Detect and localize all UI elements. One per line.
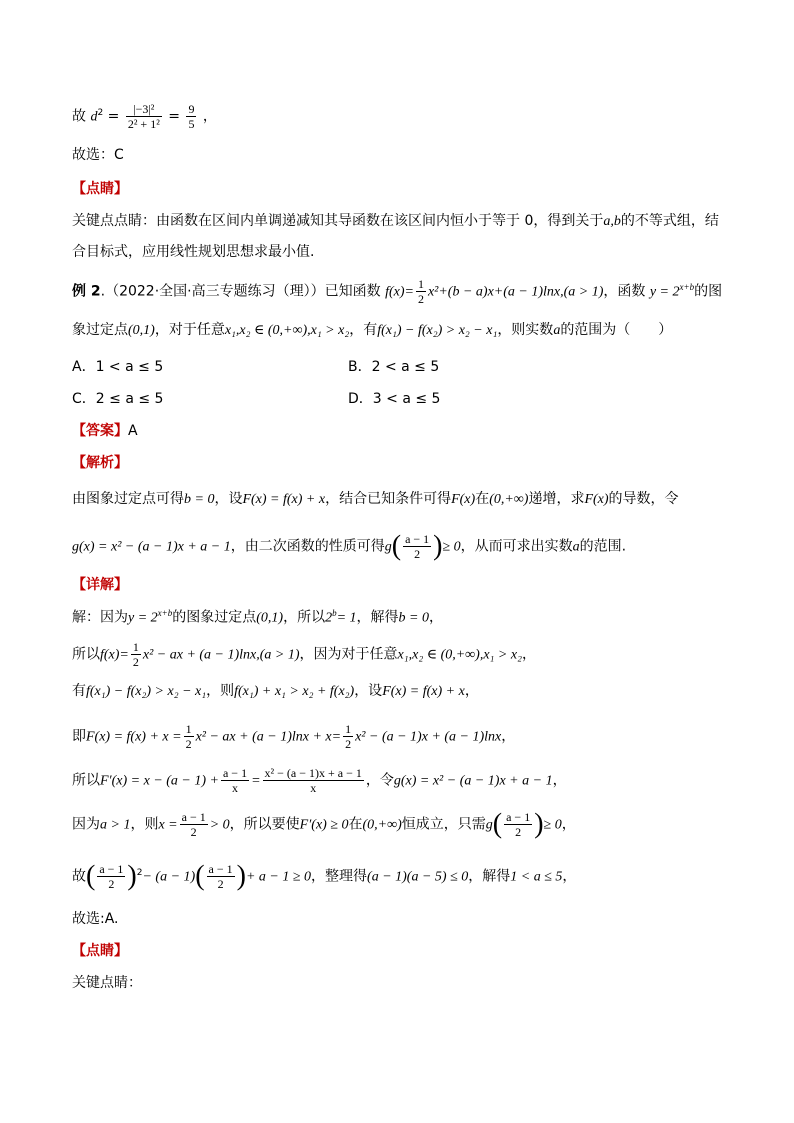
fraction <box>180 810 208 839</box>
tag-dianjing-2: 【点睛】 <box>72 943 128 959</box>
math: (0,+∞) <box>362 817 402 833</box>
math: a <box>553 323 561 338</box>
key-point-line-2: 合目标式，应用线性规划思想求最小值. <box>72 244 315 260</box>
text: 的图 <box>694 283 723 300</box>
text: 的导数，令 <box>608 491 679 507</box>
text: ，解得 <box>468 868 511 885</box>
text: ， <box>464 683 479 699</box>
math: ≥ 0 <box>442 539 461 555</box>
text: ，函数 <box>603 283 646 300</box>
paren: ) <box>236 860 246 892</box>
num: 1 <box>345 722 352 736</box>
num: a − 1 <box>208 862 233 876</box>
detail-line-2 <box>72 640 536 669</box>
key-point-line-1 <box>72 212 719 231</box>
den: 2 <box>190 825 197 839</box>
math: (0,1) <box>128 323 155 338</box>
paren: ( <box>391 530 402 562</box>
math: F(x) <box>451 492 476 507</box>
math: f(x₁) − f(x₂) > x₂ − x₁ <box>377 323 498 338</box>
fraction <box>97 862 125 891</box>
den: 5 <box>188 117 195 131</box>
math: ≥ 0 <box>543 817 562 833</box>
math: f(x₁) − f(x₂) > x₂ − x₁ <box>86 684 207 699</box>
text: 象过定点 <box>72 322 128 338</box>
den: 2 <box>132 655 139 669</box>
text: 的范围为（ ） <box>560 322 673 338</box>
num: 9 <box>188 102 195 116</box>
analysis-line-2 <box>72 532 626 561</box>
text: ， <box>561 816 576 833</box>
fraction <box>221 766 249 795</box>
detail-line-8: 故选:A. <box>72 911 119 927</box>
text: ，结合已知条件可得 <box>325 491 452 507</box>
example-2-line-2 <box>72 321 672 340</box>
math: f(x)= <box>385 284 414 300</box>
text: ， <box>521 646 536 663</box>
text: ， <box>552 772 567 789</box>
detail-line-3 <box>72 682 479 701</box>
text: ，设 <box>214 491 243 507</box>
option-d: D．3 < a ≤ 5 <box>348 391 441 407</box>
math: F(x) <box>584 492 609 507</box>
text: ，令 <box>365 772 394 789</box>
den: 2 <box>414 547 421 561</box>
text: ， <box>562 868 577 885</box>
math: g(x) = x² − (a − 1)x + a − 1 <box>72 539 231 555</box>
num: |−3|² <box>126 102 162 117</box>
math: g <box>485 817 493 833</box>
paren: ( <box>86 860 96 892</box>
num: 1 <box>132 640 139 654</box>
paren: ( <box>492 808 503 840</box>
text: ，由二次函数的性质可得 <box>230 538 385 555</box>
math: + a − 1 ≥ 0 <box>245 869 312 885</box>
den: 2² + 1² <box>127 117 160 131</box>
den: 2 <box>417 292 424 306</box>
detail-line-1 <box>72 604 443 628</box>
fraction <box>207 862 235 891</box>
math: y = 2 <box>649 284 680 300</box>
math: 2 <box>325 610 333 626</box>
math: a <box>572 539 580 555</box>
text: ，所以要使 <box>229 816 300 833</box>
text: ， <box>202 108 217 125</box>
fraction <box>403 532 431 561</box>
analysis-line-1 <box>72 490 679 509</box>
sup: x+b <box>679 281 695 292</box>
math: x₁,x₂ ∈ (0,+∞),x₁ > x₂ <box>224 323 350 338</box>
math: x²+(b − a)x+(a − 1)lnx,(a > 1) <box>427 284 604 300</box>
text: 的不等式组，结 <box>620 213 719 229</box>
detail-line-7 <box>72 862 576 891</box>
math: x₁,x₂ ∈ (0,+∞),x₁ > x₂ <box>397 647 522 663</box>
text: .（2022·全国·高三专题练习（理））已知函数 <box>100 283 381 300</box>
num: 1 <box>185 722 192 736</box>
math: b = 0 <box>184 492 215 507</box>
text: 的范围. <box>579 538 627 555</box>
math: a > 1 <box>100 817 131 833</box>
text: ， <box>501 728 516 745</box>
den: 2 <box>345 737 352 751</box>
text: 在 <box>475 491 490 507</box>
num: x² − (a − 1)x + a − 1 <box>264 766 362 780</box>
math: x² − ax + (a − 1)lnx + x= <box>195 729 342 745</box>
fraction <box>343 722 353 751</box>
math: F′(x) = x − (a − 1) + <box>100 773 219 789</box>
num: a − 1 <box>181 810 206 824</box>
text: ，则实数 <box>497 322 554 338</box>
text: 递增，求 <box>528 491 585 507</box>
text: 所以 <box>72 772 100 789</box>
answer-line <box>72 422 138 440</box>
text: 解：因为 <box>72 609 128 626</box>
answer-value: A <box>128 423 138 439</box>
num: a − 1 <box>405 532 430 546</box>
sup: 2 <box>97 107 104 118</box>
fraction <box>416 277 426 306</box>
option-b: B．2 < a ≤ 5 <box>348 359 440 375</box>
sup: x+b <box>157 608 173 618</box>
math-d: d <box>90 109 98 125</box>
math: f(x)= <box>100 647 129 663</box>
fraction <box>184 722 194 751</box>
text: 关键点点睛：由函数在区间内单调递减知其导函数在该区间内恒小于等于 0，得到关于 <box>72 213 604 229</box>
sup: 2 <box>136 867 143 878</box>
detail-line-6 <box>72 810 576 839</box>
num: a − 1 <box>506 810 531 824</box>
math: F(x) = f(x) + x = <box>86 729 182 745</box>
math: a,b <box>603 214 621 229</box>
text: 故 <box>72 108 86 125</box>
math: = 1 <box>336 610 357 626</box>
text: 因为 <box>72 816 100 833</box>
text: 在 <box>348 816 363 833</box>
den: 2 <box>108 877 115 891</box>
math: 1 < a ≤ 5 <box>510 869 563 885</box>
math: x = <box>158 817 178 833</box>
text: 故 <box>72 868 86 885</box>
math: f(x₁) + x₁ > x₂ + f(x₂) <box>234 684 355 699</box>
text: ，整理得 <box>311 868 368 885</box>
text: ，设 <box>354 683 383 699</box>
text: ，所以 <box>283 609 326 626</box>
paren: ) <box>433 530 443 562</box>
math: x² − ax + (a − 1)lnx,(a > 1) <box>142 647 300 663</box>
num: a − 1 <box>222 766 248 780</box>
math: y = 2 <box>128 610 158 626</box>
text: 即 <box>72 728 86 745</box>
math: g <box>384 539 392 555</box>
option-c: C．2 ≤ a ≤ 5 <box>72 391 164 407</box>
math: F(x) = f(x) + x <box>242 492 326 507</box>
den: x <box>232 781 239 795</box>
math: b = 0 <box>398 610 429 626</box>
fraction <box>131 640 141 669</box>
paren: ) <box>534 808 544 840</box>
text: ，有 <box>349 322 378 338</box>
text: ，因为对于任意 <box>299 646 398 663</box>
text: 的图象过定点 <box>172 609 257 626</box>
tag-answer: 【答案】 <box>72 423 128 439</box>
detail-line-4 <box>72 722 515 751</box>
text: ，从而可求出实数 <box>460 538 573 555</box>
den: 2 <box>515 825 522 839</box>
example-label: 例 2 <box>72 283 101 300</box>
math: x² − (a − 1)x + (a − 1)lnx <box>355 729 502 745</box>
text: 所以 <box>72 646 100 663</box>
text: ，则 <box>130 816 159 833</box>
math: F(x) = f(x) + x <box>382 684 465 699</box>
paren: ( <box>195 860 205 892</box>
den: 2 <box>217 877 224 891</box>
tag-xiangjie: 【详解】 <box>72 577 128 593</box>
detail-line-5 <box>72 766 567 795</box>
math: − (a − 1) <box>142 869 196 885</box>
text: 有 <box>72 683 86 699</box>
math: g(x) = x² − (a − 1)x + a − 1 <box>393 773 553 789</box>
eq: = <box>107 108 120 125</box>
tag-jiexi: 【解析】 <box>72 455 128 471</box>
math: F′(x) ≥ 0 <box>299 817 349 833</box>
text: ，则 <box>206 683 235 699</box>
paren: ) <box>127 860 137 892</box>
key-point-line-3: 关键点睛： <box>72 975 142 991</box>
text: ，解得 <box>356 609 399 626</box>
option-a: A．1 < a ≤ 5 <box>72 359 164 375</box>
distance-result-line <box>72 102 217 131</box>
math: > 0 <box>209 817 230 833</box>
den: x <box>310 781 317 795</box>
fraction <box>126 102 162 131</box>
num: a − 1 <box>99 862 124 876</box>
math: = <box>251 773 261 789</box>
fraction <box>263 766 364 795</box>
choice-c-line: 故选：C <box>72 147 124 163</box>
eq: = <box>168 108 180 125</box>
text: ， <box>428 609 443 626</box>
text: ，对于任意 <box>154 322 225 338</box>
sup: b <box>332 608 337 618</box>
fraction <box>504 810 532 839</box>
math: (0,1) <box>256 610 284 626</box>
text: 恒成立，只需 <box>401 816 486 833</box>
fraction <box>186 102 196 131</box>
example-2-line-1 <box>72 277 722 306</box>
math: (0,+∞) <box>489 492 529 507</box>
num: 1 <box>417 277 424 291</box>
math: (a − 1)(a − 5) ≤ 0 <box>367 869 469 885</box>
text: 由图象过定点可得 <box>72 491 184 507</box>
tag-dianjing-1: 【点睛】 <box>72 181 128 197</box>
den: 2 <box>185 737 192 751</box>
